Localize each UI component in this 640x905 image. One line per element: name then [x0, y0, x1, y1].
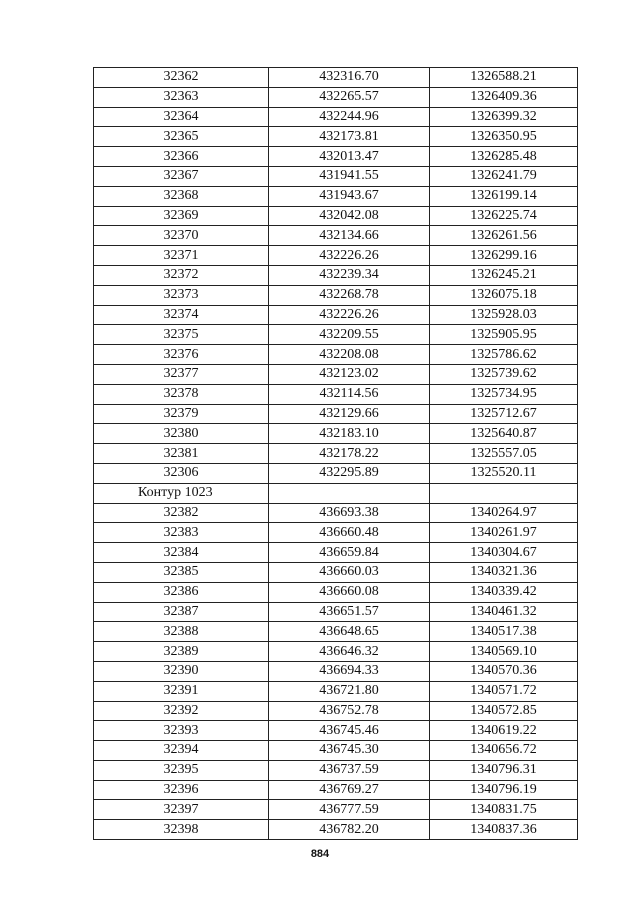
table-row [94, 721, 578, 741]
x-coordinate-cell: 436752.78 [269, 701, 430, 721]
table-row [94, 780, 578, 800]
x-coordinate-cell: 432178.22 [269, 444, 430, 464]
y-coordinate-cell: 1325786.62 [430, 345, 578, 365]
point-id-cell: 32369 [94, 206, 269, 226]
point-id-cell: 32372 [94, 265, 269, 285]
table-row [94, 305, 578, 325]
table-row [94, 186, 578, 206]
point-id-cell: 32383 [94, 523, 269, 543]
table-row [94, 543, 578, 563]
y-coordinate-cell: 1340619.22 [430, 721, 578, 741]
x-coordinate-cell: 436660.48 [269, 523, 430, 543]
y-coordinate-cell: 1325520.11 [430, 463, 578, 483]
x-coordinate-cell: 436745.30 [269, 741, 430, 761]
section-row [94, 483, 578, 503]
empty-cell [269, 483, 430, 503]
y-coordinate-cell: 1340261.97 [430, 523, 578, 543]
x-coordinate-cell: 432316.70 [269, 68, 430, 88]
y-coordinate-cell: 1325640.87 [430, 424, 578, 444]
point-id-cell: 32380 [94, 424, 269, 444]
x-coordinate-cell: 432265.57 [269, 87, 430, 107]
x-coordinate-cell: 432129.66 [269, 404, 430, 424]
table-row [94, 147, 578, 167]
x-coordinate-cell: 436769.27 [269, 780, 430, 800]
x-coordinate-cell: 432239.34 [269, 265, 430, 285]
table-row [94, 562, 578, 582]
table-row [94, 285, 578, 305]
point-id-cell: 32306 [94, 463, 269, 483]
table-row [94, 820, 578, 840]
point-id-cell: 32363 [94, 87, 269, 107]
table-row [94, 166, 578, 186]
y-coordinate-cell: 1340461.32 [430, 602, 578, 622]
y-coordinate-cell: 1340569.10 [430, 642, 578, 662]
point-id-cell: 32390 [94, 661, 269, 681]
x-coordinate-cell: 436777.59 [269, 800, 430, 820]
x-coordinate-cell: 436659.84 [269, 543, 430, 563]
x-coordinate-cell: 432183.10 [269, 424, 430, 444]
y-coordinate-cell: 1326261.56 [430, 226, 578, 246]
table-row [94, 701, 578, 721]
point-id-cell: 32365 [94, 127, 269, 147]
point-id-cell: 32373 [94, 285, 269, 305]
point-id-cell: 32393 [94, 721, 269, 741]
x-coordinate-cell: 432295.89 [269, 463, 430, 483]
y-coordinate-cell: 1326245.21 [430, 265, 578, 285]
y-coordinate-cell: 1326285.48 [430, 147, 578, 167]
point-id-cell: 32382 [94, 503, 269, 523]
table-row [94, 681, 578, 701]
x-coordinate-cell: 436721.80 [269, 681, 430, 701]
table-row [94, 741, 578, 761]
y-coordinate-cell: 1340796.31 [430, 760, 578, 780]
table-row [94, 602, 578, 622]
x-coordinate-cell: 436651.57 [269, 602, 430, 622]
x-coordinate-cell: 431943.67 [269, 186, 430, 206]
y-coordinate-cell: 1326075.18 [430, 285, 578, 305]
point-id-cell: 32362 [94, 68, 269, 88]
y-coordinate-cell: 1340571.72 [430, 681, 578, 701]
point-id-cell: 32386 [94, 582, 269, 602]
point-id-cell: 32376 [94, 345, 269, 365]
table-row [94, 503, 578, 523]
empty-cell [430, 483, 578, 503]
x-coordinate-cell: 432244.96 [269, 107, 430, 127]
x-coordinate-cell: 436745.46 [269, 721, 430, 741]
point-id-cell: 32368 [94, 186, 269, 206]
point-id-cell: 32375 [94, 325, 269, 345]
table-row [94, 87, 578, 107]
table-row [94, 642, 578, 662]
point-id-cell: 32394 [94, 741, 269, 761]
y-coordinate-cell: 1340304.67 [430, 543, 578, 563]
y-coordinate-cell: 1340264.97 [430, 503, 578, 523]
table-row [94, 107, 578, 127]
y-coordinate-cell: 1325905.95 [430, 325, 578, 345]
coordinates-table-body [94, 68, 578, 840]
x-coordinate-cell: 436646.32 [269, 642, 430, 662]
table-row [94, 582, 578, 602]
table-row [94, 226, 578, 246]
point-id-cell: 32391 [94, 681, 269, 701]
y-coordinate-cell: 1325712.67 [430, 404, 578, 424]
x-coordinate-cell: 431941.55 [269, 166, 430, 186]
y-coordinate-cell: 1325928.03 [430, 305, 578, 325]
point-id-cell: 32392 [94, 701, 269, 721]
x-coordinate-cell: 432226.26 [269, 246, 430, 266]
x-coordinate-cell: 436660.08 [269, 582, 430, 602]
point-id-cell: 32374 [94, 305, 269, 325]
table-row [94, 404, 578, 424]
y-coordinate-cell: 1340321.36 [430, 562, 578, 582]
point-id-cell: 32371 [94, 246, 269, 266]
x-coordinate-cell: 432208.08 [269, 345, 430, 365]
y-coordinate-cell: 1326350.95 [430, 127, 578, 147]
table-row [94, 345, 578, 365]
y-coordinate-cell: 1325734.95 [430, 384, 578, 404]
y-coordinate-cell: 1340837.36 [430, 820, 578, 840]
x-coordinate-cell: 432123.02 [269, 364, 430, 384]
x-coordinate-cell: 432042.08 [269, 206, 430, 226]
y-coordinate-cell: 1326409.36 [430, 87, 578, 107]
point-id-cell: 32379 [94, 404, 269, 424]
point-id-cell: 32395 [94, 760, 269, 780]
table-row [94, 463, 578, 483]
y-coordinate-cell: 1340796.19 [430, 780, 578, 800]
x-coordinate-cell: 436693.38 [269, 503, 430, 523]
page-number: 884 [310, 848, 330, 860]
table-row [94, 760, 578, 780]
table-row [94, 246, 578, 266]
x-coordinate-cell: 436737.59 [269, 760, 430, 780]
point-id-cell: 32388 [94, 622, 269, 642]
point-id-cell: 32381 [94, 444, 269, 464]
table-row [94, 384, 578, 404]
x-coordinate-cell: 436660.03 [269, 562, 430, 582]
y-coordinate-cell: 1326199.14 [430, 186, 578, 206]
x-coordinate-cell: 432114.56 [269, 384, 430, 404]
y-coordinate-cell: 1326241.79 [430, 166, 578, 186]
y-coordinate-cell: 1326299.16 [430, 246, 578, 266]
point-id-cell: 32387 [94, 602, 269, 622]
table-row [94, 127, 578, 147]
x-coordinate-cell: 432209.55 [269, 325, 430, 345]
y-coordinate-cell: 1326225.74 [430, 206, 578, 226]
point-id-cell: 32398 [94, 820, 269, 840]
table-row [94, 661, 578, 681]
y-coordinate-cell: 1326399.32 [430, 107, 578, 127]
point-id-cell: 32366 [94, 147, 269, 167]
table-row [94, 68, 578, 88]
x-coordinate-cell: 436694.33 [269, 661, 430, 681]
x-coordinate-cell: 432226.26 [269, 305, 430, 325]
point-id-cell: 32377 [94, 364, 269, 384]
y-coordinate-cell: 1340656.72 [430, 741, 578, 761]
point-id-cell: 32370 [94, 226, 269, 246]
table-row [94, 325, 578, 345]
table-row [94, 444, 578, 464]
table-row [94, 364, 578, 384]
table-row [94, 265, 578, 285]
x-coordinate-cell: 432134.66 [269, 226, 430, 246]
table-row [94, 424, 578, 444]
section-title: Контур 1023 [94, 483, 269, 503]
x-coordinate-cell: 432173.81 [269, 127, 430, 147]
table-row [94, 523, 578, 543]
y-coordinate-cell: 1325739.62 [430, 364, 578, 384]
point-id-cell: 32364 [94, 107, 269, 127]
y-coordinate-cell: 1340517.38 [430, 622, 578, 642]
y-coordinate-cell: 1340339.42 [430, 582, 578, 602]
y-coordinate-cell: 1325557.05 [430, 444, 578, 464]
point-id-cell: 32396 [94, 780, 269, 800]
point-id-cell: 32389 [94, 642, 269, 662]
y-coordinate-cell: 1340570.36 [430, 661, 578, 681]
point-id-cell: 32378 [94, 384, 269, 404]
table-row [94, 800, 578, 820]
y-coordinate-cell: 1326588.21 [430, 68, 578, 88]
x-coordinate-cell: 436648.65 [269, 622, 430, 642]
point-id-cell: 32397 [94, 800, 269, 820]
x-coordinate-cell: 432013.47 [269, 147, 430, 167]
table-row [94, 206, 578, 226]
coordinates-table [93, 67, 578, 840]
y-coordinate-cell: 1340831.75 [430, 800, 578, 820]
point-id-cell: 32367 [94, 166, 269, 186]
table-row [94, 622, 578, 642]
point-id-cell: 32385 [94, 562, 269, 582]
x-coordinate-cell: 436782.20 [269, 820, 430, 840]
x-coordinate-cell: 432268.78 [269, 285, 430, 305]
point-id-cell: 32384 [94, 543, 269, 563]
y-coordinate-cell: 1340572.85 [430, 701, 578, 721]
